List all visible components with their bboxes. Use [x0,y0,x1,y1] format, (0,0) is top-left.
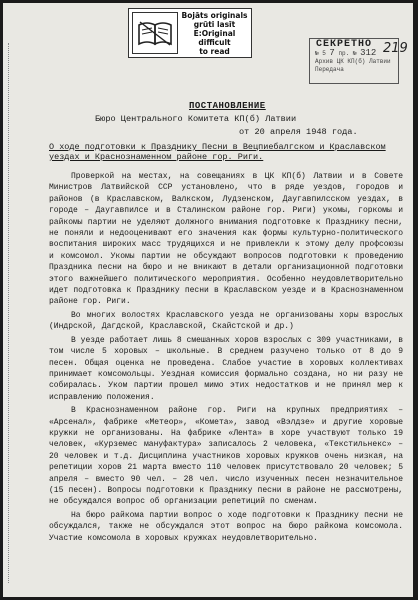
condition-stamp [128,8,252,58]
secret-note: Передача [315,66,344,73]
secret-no-value: 7 [329,48,335,58]
stamp-line: Bojāts originals [181,10,248,20]
document-page [3,3,413,597]
binding-edge [8,43,15,583]
document-subject: О ходе подготовки к Празднику Песни в Вецпиебалгском и Краславском уездах и Краснознаменном районе гор. Риги. [49,142,386,162]
secret-no-suffix: пр. № [338,50,357,57]
secret-no-number: 312 [360,48,377,58]
document-subtitle: Бюро Центрального Комитета КП(б) Латвии [95,114,297,124]
stamp-line: to read [199,46,230,56]
body-paragraph: Проверкой на местах, на совещаниях в ЦК КП(б) Латвии и в Совете Министров Латвийской ССР установлено, что в ряде уездов, городов и районов (в Краславском, Валкском, Лудзенском, Даугавпилсском уездах, в городе – Даугавпилсе и в Сталинском районе гор. Риги) укомы, горкомы и райкомы партии не уделяют должного внимания подготовке к Празднику песни, не поняли и недооценивают его значения как формы культурно-политического воспитания широких масс трудящихся и не привлекли к этому делу профсоюзы и комсомол. Укомы партии не обсуждают вопросов подготовки к проведению Праздника песни на бюро и не вникают в детали организационной подготовки этого важнейшего политического мероприятия. Особенно неудовлетворительно идет подготовка к Празднику песни в Краславском уезде и в Краснознаменном районе гор. Риги. [49,172,403,307]
document-body [49,171,403,546]
stamp-line: E:Original difficult [193,28,236,47]
open-book-icon [132,12,178,54]
body-paragraph: В Краснознаменном районе гор. Риги на крупных предприятиях – «Арсенал», фабрике «Метеор», «Комета», завод «Вэлдзе» и другие хоровые кружки не организованы. На фабрике «Лента» в хоре участвуют только 19 человек, «Курземес мануфактура» записалось 2 человека, «Текстильнекс» – 20 человек и т.д. Дисциплина участников хоровых кружков очень низкая, на репетиции хоров 21 марта вместо 110 человек присутствовало 20 человек; 5 апреля – вместо 90 чел. – 28 чел. число изученных песен незначительное (15 песен). Вопросы подготовки к Празднику песни в районе не рассмотрены, не обсуждался вопрос об организации репетиций по сменам. [49,406,403,507]
secret-no-label: № 5 [315,50,326,57]
document-date: от 20 апреля 1948 года. [239,127,358,137]
stamp-text [178,11,251,56]
secret-title: СЕКРЕТНО [316,39,373,50]
body-paragraph: Во многих волостях Краславского уезда не организованы хоры взрослых (Индрской, Дагдской, Краславской, Скайстской и др.) [49,310,403,332]
secret-archive: Архив ЦК КП(б) Латвии [315,58,391,65]
body-paragraph: В уезде работает лишь 8 смешанных хоров взрослых с 309 участниками, в том числе 5 хоровых – школьные. В среднем разучено только от 8 до 9 песен. Общая оценка не проведена. Слабое участие в хоровых коллективах принимает комсомольцы. Уездная комиссия формально создана, но ни разу не собиралась. Уком партии прошел мимо этих недостатков и не принял мер к исправлению положения. [49,335,403,402]
handwritten-page-number: 219 [383,41,408,56]
body-paragraph: На бюро райкома партии вопрос о ходе подготовки к Празднику песни не обсуждался, также не обсуждался этот вопрос на бюро райкома комсомола. Участие комсомола в хоровых кружках неудовлетворительно. [49,510,403,543]
document-title: ПОСТАНОВЛЕНИЕ [189,101,266,111]
stamp-line: grūti lasīt [193,19,236,29]
